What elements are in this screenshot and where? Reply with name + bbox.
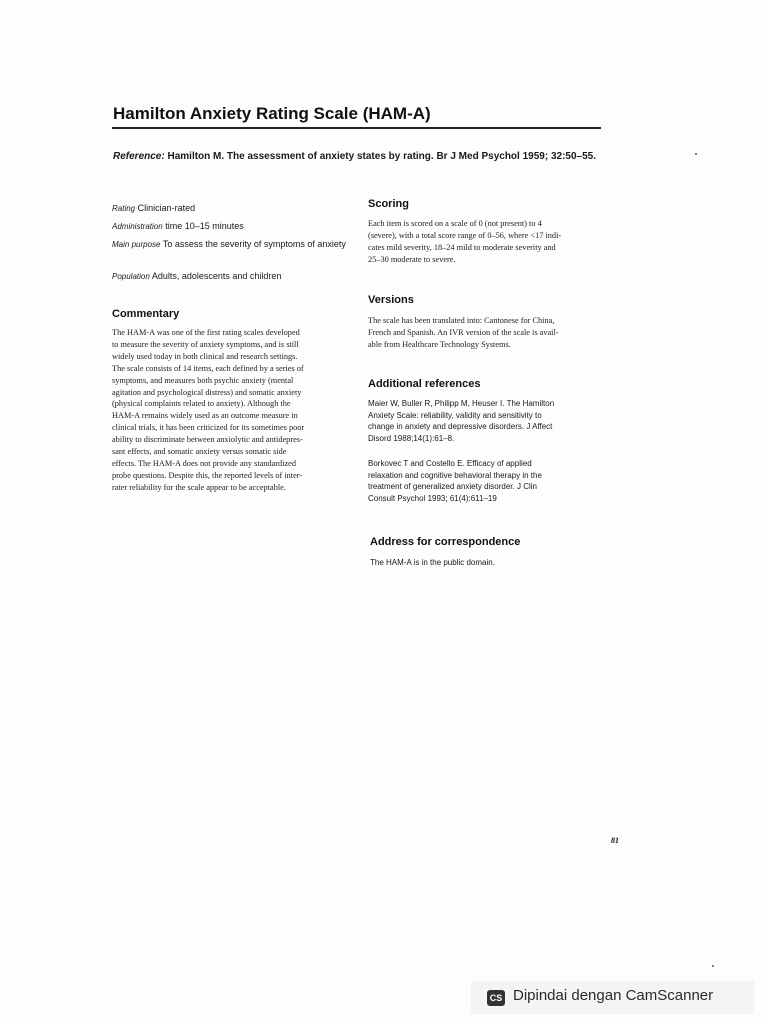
commentary-line: clinical trials, it has been criticized for its sometimes poor: [112, 423, 305, 433]
reference-line: change in anxiety and depressive disorders. J Affect: [368, 422, 553, 432]
commentary-heading: Commentary: [112, 308, 180, 320]
scoring-line: (severe), with a total score range of 0–56, where <17 indi-: [368, 230, 562, 240]
meta-administration: [112, 220, 352, 233]
camscanner-watermark: [471, 981, 754, 1014]
commentary-line: HAM-A remains widely used as an outcome measure in: [112, 411, 298, 421]
reference-line: Anxiety Scale: reliability, validity and sensitivity to: [368, 410, 542, 420]
reference-label: Reference:: [113, 151, 165, 162]
document-title: Hamilton Anxiety Rating Scale (HAM-A): [113, 104, 431, 123]
reference-line: Maier W, Buller R, Philipp M, Heuser I. The Hamilton: [368, 399, 555, 408]
commentary-line: to measure the severity of anxiety symptoms, and is still: [112, 339, 299, 349]
scan-speck: [712, 965, 714, 967]
reference-line: Disord 1988;14(1):61–8.: [368, 433, 455, 443]
reference-citation: [113, 149, 603, 164]
meta-population: [112, 270, 352, 283]
commentary-line: agitation and psychological distress) and somatic anxiety: [112, 387, 302, 397]
commentary-line: sant effects, and somatic anxiety versus somatic side: [112, 447, 287, 457]
correspondence-heading: Address for correspondence: [370, 536, 521, 548]
commentary-line: The scale consists of 14 items, each defined by a series of: [112, 363, 304, 373]
reference-line: relaxation and cognitive behavioral therapy in the: [368, 470, 542, 480]
meta-rating: [112, 202, 352, 215]
reference-line: Borkovec T and Costello E. Efficacy of applied: [368, 459, 532, 468]
scoring-body: [368, 218, 608, 266]
reference-line: Consult Psychol 1993; 61(4):611–19: [368, 493, 497, 503]
commentary-line: The HAM-A was one of the first rating scales developed: [112, 328, 300, 337]
commentary-line: widely used today in both clinical and research settings.: [112, 351, 298, 361]
versions-line: French and Spanish. An IVR version of the scale is avail-: [368, 327, 559, 337]
meta-key: Population: [112, 272, 150, 281]
commentary-line: probe questions. Despite this, the reported levels of inter-: [112, 470, 303, 480]
versions-body: [368, 315, 608, 351]
commentary-body: [112, 327, 352, 494]
page-number: 81: [611, 836, 619, 845]
commentary-line: symptoms, and measures both psychic anxiety (mental: [112, 375, 294, 385]
commentary-line: (physical complaints related to anxiety). Although the: [112, 399, 291, 409]
correspondence-text: The HAM-A is in the public domain.: [370, 558, 495, 567]
meta-key: Main purpose: [112, 240, 161, 249]
commentary-line: effects. The HAM-A does not provide any standardized: [112, 458, 297, 468]
reference-maier: [368, 398, 608, 444]
meta-main-purpose: [112, 238, 352, 251]
scan-speck: [695, 153, 697, 155]
reference-text: Hamilton M. The assessment of anxiety states by rating. Br J Med Psychol 1959; 32:50–55.: [167, 151, 596, 162]
scoring-line: Each item is scored on a scale of 0 (not present) to 4: [368, 219, 542, 228]
scoring-line: cates mild severity, 18–24 mild to moderate severity and: [368, 242, 556, 252]
versions-line: The scale has been translated into: Cantonese for China,: [368, 316, 555, 325]
title-rule: [112, 127, 601, 129]
camscanner-logo-icon: CS: [487, 990, 505, 1006]
additional-references-heading: Additional references: [368, 378, 481, 390]
meta-key: Administration: [112, 222, 163, 231]
camscanner-text: Dipindai dengan CamScanner: [513, 987, 714, 1004]
reference-borkovec: [368, 458, 608, 504]
versions-line: able from Healthcare Technology Systems.: [368, 339, 511, 349]
meta-value: To assess the severity of symptoms of anxiety: [162, 239, 346, 249]
versions-heading: Versions: [368, 294, 414, 306]
scoring-line: 25–30 moderate to severe.: [368, 254, 456, 264]
commentary-line: rater reliability for the scale appear to be acceptable.: [112, 482, 286, 492]
scoring-heading: Scoring: [368, 198, 409, 210]
meta-value: time 10–15 minutes: [165, 221, 244, 231]
reference-line: treatment of generalized anxiety disorder. J Clin: [368, 482, 537, 492]
meta-value: Clinician-rated: [137, 203, 196, 213]
meta-value: Adults, adolescents and children: [151, 271, 282, 281]
commentary-line: ability to discriminate between anxiolytic and antidepres-: [112, 435, 303, 445]
meta-key: Rating: [112, 204, 136, 213]
